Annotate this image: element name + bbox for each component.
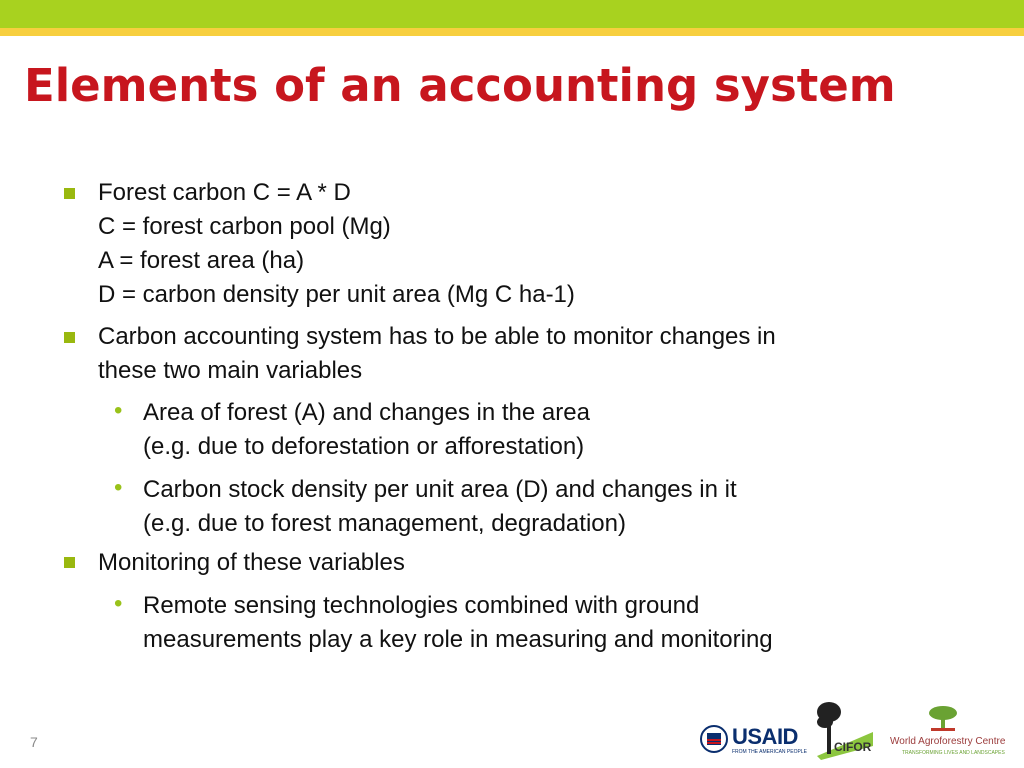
square-bullet-icon bbox=[64, 188, 75, 199]
sub-bullet-density bbox=[143, 473, 737, 541]
sub-bullet-text: measurements play a key role in measuring and monitoring bbox=[143, 626, 773, 653]
sub-bullet-remote-sensing bbox=[143, 589, 773, 657]
sub-bullet-text: Remote sensing technologies combined with ground bbox=[143, 592, 700, 619]
usaid-seal-icon bbox=[700, 724, 728, 754]
page-number: 7 bbox=[30, 734, 38, 750]
bullet-text: C = forest carbon pool (Mg) bbox=[98, 213, 391, 240]
bullet-forest-carbon bbox=[98, 176, 575, 312]
agroforestry-tagline: TRANSFORMING LIVES AND LANDSCAPES bbox=[902, 750, 1005, 756]
square-bullet-icon bbox=[64, 332, 75, 343]
bullet-accounting-system bbox=[98, 320, 776, 388]
usaid-logo-text: USAID bbox=[732, 724, 798, 749]
agroforestry-logo-text: World Agroforestry Centre bbox=[890, 736, 1006, 747]
sub-bullet-text: Carbon stock density per unit area (D) and changes in it bbox=[143, 476, 737, 503]
square-bullet-icon bbox=[64, 557, 75, 568]
sub-bullet-text: Area of forest (A) and changes in the area bbox=[143, 399, 590, 426]
bullet-text: A = forest area (ha) bbox=[98, 247, 305, 274]
sub-bullet-text: (e.g. due to forest management, degradation) bbox=[143, 510, 626, 537]
footer-logos bbox=[690, 694, 1020, 764]
bullet-text: Carbon accounting system has to be able to monitor changes in bbox=[98, 323, 776, 350]
sub-bullet-text: (e.g. due to deforestation or afforestation) bbox=[143, 433, 585, 460]
cifor-logo-text: CIFOR bbox=[834, 740, 872, 754]
dot-bullet-icon: • bbox=[114, 474, 123, 501]
bullet-text: Monitoring of these variables bbox=[98, 549, 405, 576]
dot-bullet-icon: • bbox=[114, 590, 123, 617]
bullet-text: these two main variables bbox=[98, 357, 363, 384]
agroforestry-tree-icon bbox=[925, 704, 961, 734]
top-accent-stripe bbox=[0, 28, 1024, 36]
sub-bullet-area bbox=[143, 396, 590, 464]
bullet-monitoring bbox=[98, 546, 405, 580]
slide-title: Elements of an accounting system bbox=[24, 59, 896, 112]
top-accent-bar bbox=[0, 0, 1024, 28]
bullet-text: Forest carbon C = A * D bbox=[98, 179, 351, 206]
dot-bullet-icon: • bbox=[114, 397, 123, 424]
usaid-tagline: FROM THE AMERICAN PEOPLE bbox=[732, 749, 807, 755]
bullet-text: D = carbon density per unit area (Mg C ha-1) bbox=[98, 281, 575, 308]
